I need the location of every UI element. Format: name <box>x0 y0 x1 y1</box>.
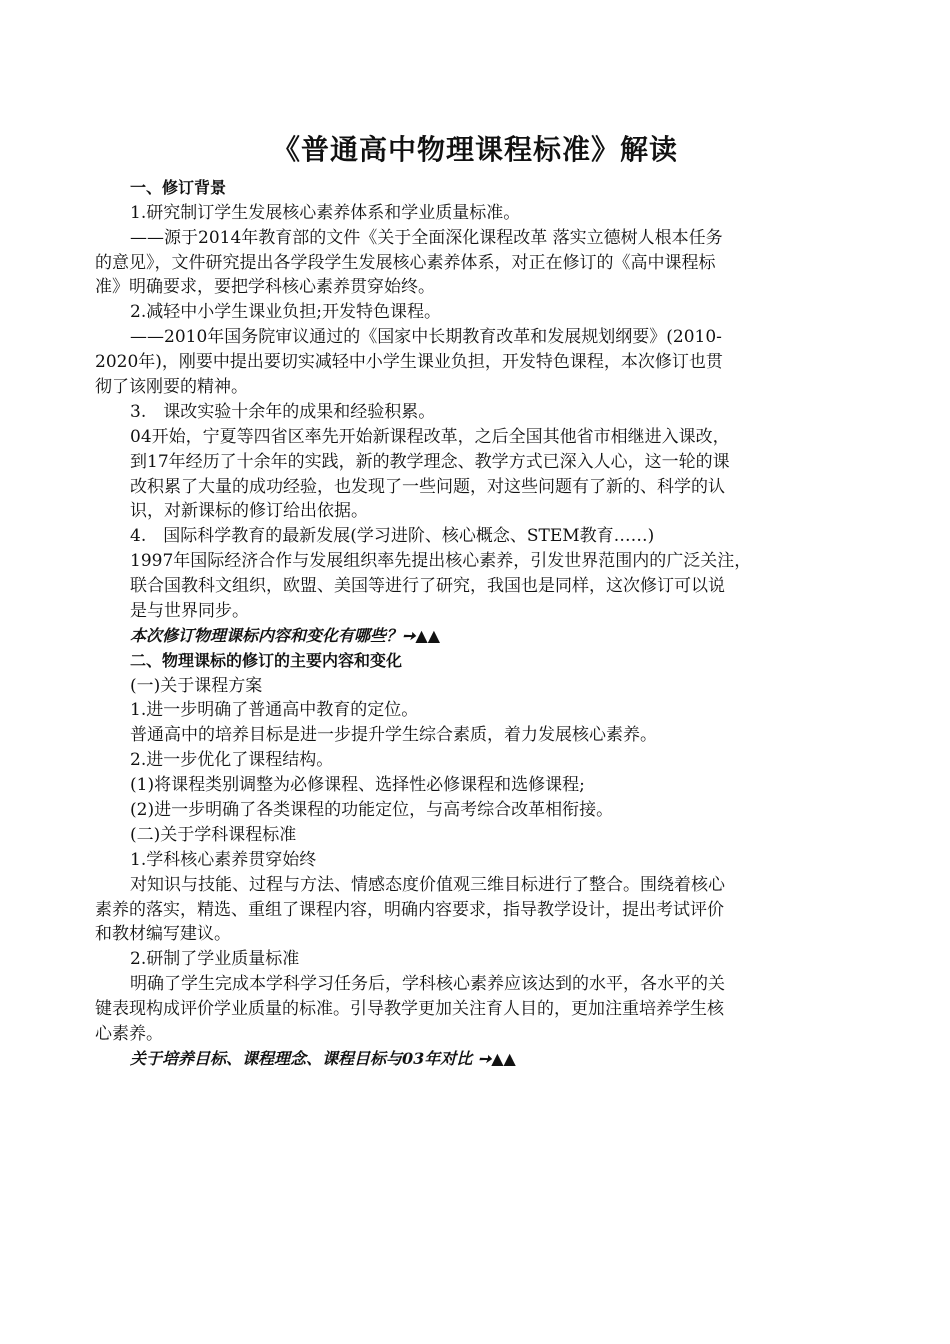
paragraph-line: (一)关于课程方案 <box>130 676 263 696</box>
paragraph-line: 2.进一步优化了课程结构。 <box>130 750 334 770</box>
paragraph-line: ——源于2014年教育部的文件《关于全面深化课程改革 落实立德树人根本任务 <box>130 228 723 248</box>
paragraph-line: 键表现构成评价学业质量的标准。引导教学更加关注育人目的，更加注重培养学生核 <box>95 999 724 1019</box>
paragraph-line: 04开始，宁夏等四省区率先开始新课程改革，之后全国其他省市相继进入课改， <box>130 427 730 447</box>
paragraph-line: 识，对新课标的修订给出依据。 <box>130 501 368 521</box>
paragraph-line: 素养的落实，精选、重组了课程内容，明确内容要求，指导教学设计，提出考试评价 <box>95 900 724 920</box>
paragraph-line: 3. 课改实验十余年的成果和经验积累。 <box>130 402 436 422</box>
section-heading: 二、物理课标的修订的主要内容和变化 <box>130 651 403 670</box>
link-heading[interactable]: 关于培养目标、课程理念、课程目标与03年对比 ➙▲▲ <box>130 1049 516 1068</box>
paragraph-line: 联合国教科文组织，欧盟、美国等进行了研究，我国也是同样，这次修订可以说 <box>130 576 725 596</box>
section-heading: 一、修订背景 <box>130 178 227 197</box>
paragraph-line: 1.学科核心素养贯穿始终 <box>130 850 317 870</box>
paragraph-line: 1.研究制订学生发展核心素养体系和学业质量标准。 <box>130 203 521 223</box>
paragraph-line: (2)进一步明确了各类课程的功能定位，与高考综合改革相衔接。 <box>130 800 614 820</box>
paragraph-line: 普通高中的培养目标是进一步提升学生综合素质，着力发展核心素养。 <box>130 725 657 745</box>
paragraph-line: 准》明确要求，要把学科核心素养贯穿始终。 <box>95 277 435 297</box>
paragraph-line: 到17年经历了十余年的实践，新的教学理念、教学方式已深入人心，这一轮的课 <box>130 452 730 472</box>
paragraph-line: (1)将课程类别调整为必修课程、选择性必修课程和选修课程; <box>130 775 585 795</box>
paragraph-line: 彻了该刚要的精神。 <box>95 377 248 397</box>
paragraph-line: 1997年国际经济合作与发展组织率先提出核心素养，引发世界范围内的广泛关注， <box>130 551 752 571</box>
link-heading[interactable]: 本次修订物理课标内容和变化有哪些？➙▲▲ <box>130 626 441 645</box>
paragraph-line: (二)关于学科课程标准 <box>130 825 297 845</box>
paragraph-line: 4. 国际科学教育的最新发展(学习进阶、核心概念、STEM教育……) <box>130 526 655 546</box>
paragraph-line: 2.研制了学业质量标准 <box>130 949 300 969</box>
paragraph-line: 2020年)，刚要中提出要切实减轻中小学生课业负担，开发特色课程，本次修订也贯 <box>95 352 723 372</box>
paragraph-line: 心素养。 <box>95 1024 163 1044</box>
document-title: 《普通高中物理课程标准》解读 <box>271 133 678 166</box>
paragraph-line: ——2010年国务院审议通过的《国家中长期教育改革和发展规划纲要》(2010- <box>130 327 722 347</box>
paragraph-line: 1.进一步明确了普通高中教育的定位。 <box>130 700 419 720</box>
paragraph-line: 对知识与技能、过程与方法、情感态度价值观三维目标进行了整合。围绕着核心 <box>130 875 725 895</box>
paragraph-line: 改积累了大量的成功经验，也发现了一些问题，对这些问题有了新的、科学的认 <box>130 477 725 497</box>
paragraph-line: 的意见》，文件研究提出各学段学生发展核心素养体系，对正在修订的《高中课程标 <box>95 253 716 273</box>
paragraph-line: 是与世界同步。 <box>130 601 249 621</box>
paragraph-line: 明确了学生完成本学科学习任务后，学科核心素养应该达到的水平，各水平的关 <box>130 974 725 994</box>
paragraph-line: 和教材编写建议。 <box>95 924 231 944</box>
paragraph-line: 2.减轻中小学生课业负担;开发特色课程。 <box>130 302 441 322</box>
